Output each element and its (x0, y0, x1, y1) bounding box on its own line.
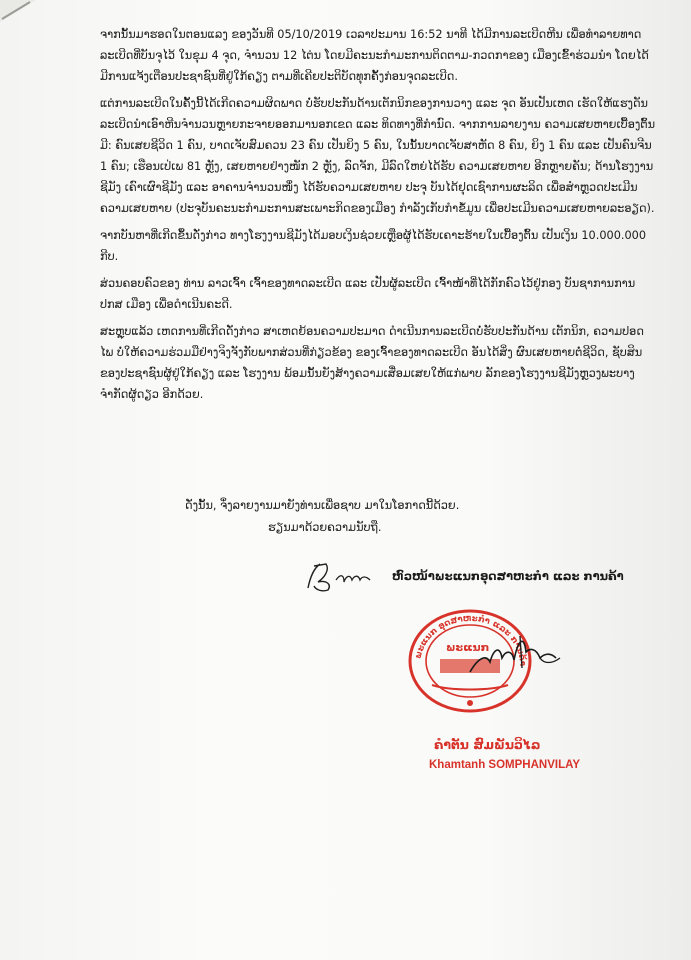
corner-fold-mark (0, 0, 40, 30)
signature-over-stamp (460, 628, 570, 688)
stamp-ring-text: ພະແນກ ອຸດສາຫະກຳ ແລະ ການຄ້າ (413, 613, 528, 667)
signatory-name-latin: Khamtanh SOMPHANVILAY (429, 759, 581, 771)
paragraph-explosion-event: ຈາກນັ້ນມາຮອດໃນຕອນແລງ ຂອງວັນທີ 05/10/2019 ເວລາປະມານ 16:52 ນາທີ ໄດ້ມີການລະເບີດຫີນ ເພື່ອທຳລາຍທາດລະເບີດທີ່ບັນຈຸໄວ້ ໃນຂຸມ 4 ຈຸດ, ຈຳນວນ 12 ໄຕ່ນ ໂດຍມີຄະນະກຳມະການຕິດຕາມ-ກວດກາຂອງ ເມືອງເຂົ້າຮ່ວມນຳ ໂດຍໄດ້ມີການແຈ້ງເຕືອນປະຊາຊົນທີ່ຢູ່ໃກ້ຄຽງ ຕາມທີ່ເຄີຍປະຕິບັດທຸກຄັ້ງກ່ອນຈຸດລະເບີດ. (100, 28, 649, 83)
signatory-title: ຫົວໜ້າພະແນກອຸດສາຫະກຳ ແລະ ການຄ້າ (392, 569, 624, 583)
paragraph-compensation: ຈາກບັນຫາທີ່ເກີດຂຶ້ນດັ່ງກ່າວ ທາງໂຮງງານຊີມັງໄດ້ມອບເງິນຊ່ວຍເຫຼືອຜູ້ໄດ້ຮັບເຄາະຮ້າຍໃນເບື້ອງຕົ້ນ ເປັນເງິນ 10.000.000 ກີບ. (100, 229, 647, 263)
handwritten-initials (300, 560, 390, 596)
letter-body (60, 24, 656, 405)
closing-respect-line: ຮຽນມາດ້ວຍຄວາມນັບຖື. (268, 521, 382, 534)
stamp-center-label: ພະແນກ (446, 641, 490, 654)
closing-report-line: ດັ່ງນັ້ນ, ຈຶ່ງລາຍງານມາຍັງທ່ານເພື່ອຊາບ ມາໃນໂອກາດນີ້ດ້ວຍ. (185, 499, 460, 512)
signatory-name-lao: ຄຳຕັນ ສົມພັນວິໄລ (434, 737, 541, 752)
paragraph-family-detention: ສ່ວນຄອບຄົວຂອງ ທ່ານ ລາວເຈົ້າ ເຈົ້າຂອງທາດລະເບີດ ແລະ ເປັນຜູ້ລະເບີດ ເຈົ້າໜ້າທີ່ໄດ້ກັກຄົວໄວ້ຢູ່ກອງ ບັນຊາການການ ປກສ ເມືອງ ເພື່ອດຳເນີນຄະດີ. (100, 277, 636, 311)
paragraph-conclusion: ສະຫຼຸບແລ້ວ ເຫດການທີ່ເກີດດັ່ງກ່າວ ສາເຫດຍ້ອນຄວາມປະມາດ ດຳເນີນການລະເບີດບໍ່ຮັບປະກັນດ້ານ ເຕັກນິກ, ຄວາມປອດໄພ ບໍ່ໃຫ້ຄວາມຮ່ວມມືຢ່າງຈິງຈັງກັບພາກສ່ວນທີ່ກ່ຽວຂ້ອງ ຂອງເຈົ້າຂອງທາດລະເບີດ ອັນໄດ້ສິ່ງ ຜົນເສຍຫາຍຕໍ່ຊີວິດ, ຊັບສິນຂອງປະຊາຊົນຜູ້ຢູ່ໃກ້ຄຽງ ແລະ ໂຮງງານ ພ້ອມນັ້ນຍັງສ້າງຄວາມເສື່ອມເສຍໃຫ້ແກ່ພາບ ລັກຂອງໂຮງງານຊີມັງຫຼວງພະບາງ ຈຳກັດຜູ້ດຽວ ອີກດ້ວຍ. (100, 325, 644, 401)
paragraph-damage-report: ແຕ່ການລະເບີດໃນຄັ້ງນີ້ໄດ້ເກີດຄວາມຜິດພາດ ບໍ່ຮັບປະກັນດ້ານເຕັກນິກຂອງການວາງ ແລະ ຈຸດ ອັນເປັນເຫດ ເຮັດໃຫ້ແຮງດັນລະເບີດນຳເອົາຫີນຈຳນວນຫຼາຍກະຈາຍອອກມານອກເຂດ ແລະ ທິດທາງທີ່ກຳນົດ. ຈາກການລາຍງານ ຄວາມເສຍຫາຍເບື້ອງຕົ້ນມີ: ຄົນເສຍຊີວິດ 1 ຄົນ, ບາດເຈັບສົມຄວນ 23 ຄົນ ເປັນຍິງ 5 ຄົນ, ໃນນັ້ນບາດເຈັບສາຫັດ 8 ຄົນ, ຍິງ 1 ຄົນ ແລະ ເປັນຄົນຈີນ 1 ຄົນ; ເຮືອນເປ່ເພ 81 ຫຼັງ, ເສຍຫາຍຢ່າງໜັກ 2 ຫຼັງ, ລົດຈັກ, ມີລົດໃຫຍ່ໄດ້ຮັບ ຄວາມເສຍຫາຍ ອີກຫຼາຍຄັນ; ດ້ານໂຮງງານຊີມັງ ເຄົາເຜົາຊີມັງ ແລະ ອາຄານຈຳນວນໜຶ່ງ ໄດ້ຮັບຄວາມເສຍຫາຍ ປະຈຸ ບັນໄດ້ຢຸດເຊົາການຜະລິດ ເພື່ອສຳຫຼວດປະເມີນຄວາມເສຍຫາຍ (ປະຈຸບັນຄະນະກຳມະການສະເພາະກິດຂອງເມືອງ ກຳລັງເກັບກຳຂໍ້ມູນ ເພື່ອປະເມີນຄວາມເສຍຫາຍລະອຽດ). (100, 97, 656, 215)
